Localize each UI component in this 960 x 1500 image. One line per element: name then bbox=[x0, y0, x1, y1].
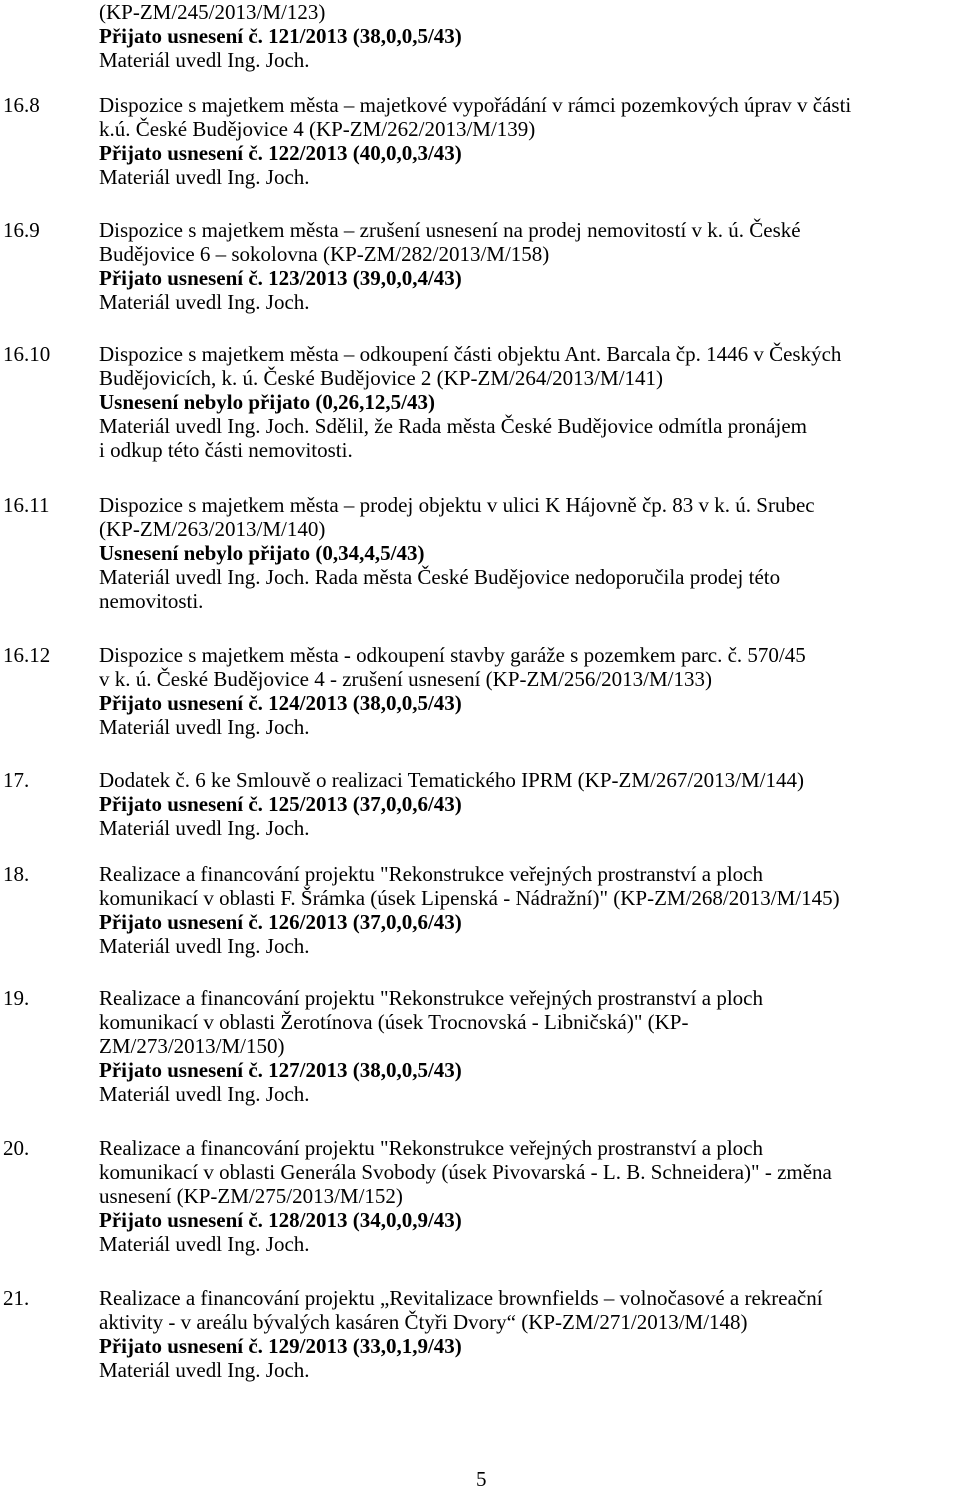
item-number: 21. bbox=[3, 1286, 30, 1310]
item-title-line: Realizace a financování projektu "Rekonstrukce veřejných prostranství a ploch bbox=[99, 1136, 763, 1160]
item-number: 20. bbox=[3, 1136, 30, 1160]
item-title-line: (KP-ZM/263/2013/M/140) bbox=[99, 517, 326, 541]
item-resolution: Přijato usnesení č. 123/2013 (39,0,0,4/43) bbox=[99, 266, 462, 290]
item-title-line: Dispozice s majetkem města – prodej objektu v ulici K Hájovně čp. 83 v k. ú. Srubec bbox=[99, 493, 815, 517]
item-number: 16.11 bbox=[3, 493, 50, 517]
item-title-line: komunikací v oblasti Generála Svobody (úsek Pivovarská - L. B. Schneidera)" - změna bbox=[99, 1160, 832, 1184]
agenda-item-20 bbox=[0, 1136, 960, 1256]
agenda-item-16-10 bbox=[0, 342, 960, 462]
intro-block bbox=[99, 0, 949, 72]
item-title-line: Dispozice s majetkem města - odkoupení stavby garáže s pozemkem parc. č. 570/45 bbox=[99, 643, 806, 667]
item-material: Materiál uvedl Ing. Joch. bbox=[99, 1358, 310, 1382]
item-title-line: komunikací v oblasti Žerotínova (úsek Trocnovská - Libničská)" (KP- bbox=[99, 1010, 689, 1034]
item-resolution: Přijato usnesení č. 125/2013 (37,0,0,6/43) bbox=[99, 792, 462, 816]
item-resolution: Usnesení nebylo přijato (0,26,12,5/43) bbox=[99, 390, 435, 414]
item-number: 17. bbox=[3, 768, 30, 792]
item-number: 19. bbox=[3, 986, 30, 1010]
intro-resolution: Přijato usnesení č. 121/2013 (38,0,0,5/43) bbox=[99, 24, 462, 48]
item-number: 16.8 bbox=[3, 93, 40, 117]
item-title-line: ZM/273/2013/M/150) bbox=[99, 1034, 285, 1058]
item-material: Materiál uvedl Ing. Joch. Sdělil, že Rada města České Budějovice odmítla pronájem bbox=[99, 414, 807, 438]
item-title-line: aktivity - v areálu bývalých kasáren Čtyři Dvory“ (KP-ZM/271/2013/M/148) bbox=[99, 1310, 748, 1334]
item-title-line: k.ú. České Budějovice 4 (KP-ZM/262/2013/M/139) bbox=[99, 117, 536, 141]
item-resolution: Přijato usnesení č. 124/2013 (38,0,0,5/43) bbox=[99, 691, 462, 715]
item-material: Materiál uvedl Ing. Joch. bbox=[99, 165, 310, 189]
item-resolution: Usnesení nebylo přijato (0,34,4,5/43) bbox=[99, 541, 425, 565]
item-resolution: Přijato usnesení č. 128/2013 (34,0,0,9/43) bbox=[99, 1208, 462, 1232]
item-title-line: Dispozice s majetkem města – zrušení usnesení na prodej nemovitostí v k. ú. České bbox=[99, 218, 801, 242]
item-title-line: Realizace a financování projektu "Rekonstrukce veřejných prostranství a ploch bbox=[99, 862, 763, 886]
item-material: Materiál uvedl Ing. Joch. bbox=[99, 934, 310, 958]
item-title-line: Realizace a financování projektu „Revitalizace brownfields – volnočasové a rekreační bbox=[99, 1286, 823, 1310]
item-number: 18. bbox=[3, 862, 30, 886]
item-title-line: Dispozice s majetkem města – majetkové vypořádání v rámci pozemkových úprav v části bbox=[99, 93, 852, 117]
item-number: 16.10 bbox=[3, 342, 51, 366]
agenda-item-19 bbox=[0, 986, 960, 1106]
item-title-line: komunikací v oblasti F. Šrámka (úsek Lipenská - Nádražní)" (KP-ZM/268/2013/M/145) bbox=[99, 886, 840, 910]
item-material: Materiál uvedl Ing. Joch. Rada města České Budějovice nedoporučila prodej této bbox=[99, 565, 781, 589]
item-number: 16.12 bbox=[3, 643, 51, 667]
item-resolution: Přijato usnesení č. 129/2013 (33,0,1,9/43) bbox=[99, 1334, 462, 1358]
item-material: Materiál uvedl Ing. Joch. bbox=[99, 715, 310, 739]
item-material: Materiál uvedl Ing. Joch. bbox=[99, 290, 310, 314]
item-title-line: Budějovice 6 – sokolovna (KP-ZM/282/2013/M/158) bbox=[99, 242, 550, 266]
item-material: Materiál uvedl Ing. Joch. bbox=[99, 1082, 310, 1106]
agenda-item-18 bbox=[0, 862, 960, 958]
item-material: Materiál uvedl Ing. Joch. bbox=[99, 1232, 310, 1256]
agenda-item-16-12 bbox=[0, 643, 960, 739]
item-title-line: v k. ú. České Budějovice 4 - zrušení usnesení (KP-ZM/256/2013/M/133) bbox=[99, 667, 712, 691]
agenda-item-16-8 bbox=[0, 93, 960, 189]
item-title-line: usnesení (KP-ZM/275/2013/M/152) bbox=[99, 1184, 403, 1208]
item-material: Materiál uvedl Ing. Joch. bbox=[99, 816, 310, 840]
agenda-item-17 bbox=[0, 768, 960, 840]
item-resolution: Přijato usnesení č. 122/2013 (40,0,0,3/43) bbox=[99, 141, 462, 165]
item-title-line: Dodatek č. 6 ke Smlouvě o realizaci Tematického IPRM (KP-ZM/267/2013/M/144) bbox=[99, 768, 805, 792]
item-title-line: Budějovicích, k. ú. České Budějovice 2 (KP-ZM/264/2013/M/141) bbox=[99, 366, 664, 390]
intro-material: Materiál uvedl Ing. Joch. bbox=[99, 48, 310, 72]
item-title-line: Dispozice s majetkem města – odkoupení části objektu Ant. Barcala čp. 1446 v Českých bbox=[99, 342, 842, 366]
item-resolution: Přijato usnesení č. 126/2013 (37,0,0,6/43) bbox=[99, 910, 462, 934]
item-material-continued: i odkup této části nemovitosti. bbox=[99, 438, 353, 462]
item-title-line: Realizace a financování projektu "Rekonstrukce veřejných prostranství a ploch bbox=[99, 986, 763, 1010]
agenda-item-16-9 bbox=[0, 218, 960, 314]
intro-reference: (KP-ZM/245/2013/M/123) bbox=[99, 0, 326, 24]
agenda-item-16-11 bbox=[0, 493, 960, 613]
item-number: 16.9 bbox=[3, 218, 40, 242]
item-material-continued: nemovitosti. bbox=[99, 589, 204, 613]
agenda-item-21 bbox=[0, 1286, 960, 1382]
page-number: 5 bbox=[476, 1467, 487, 1491]
item-resolution: Přijato usnesení č. 127/2013 (38,0,0,5/43) bbox=[99, 1058, 462, 1082]
